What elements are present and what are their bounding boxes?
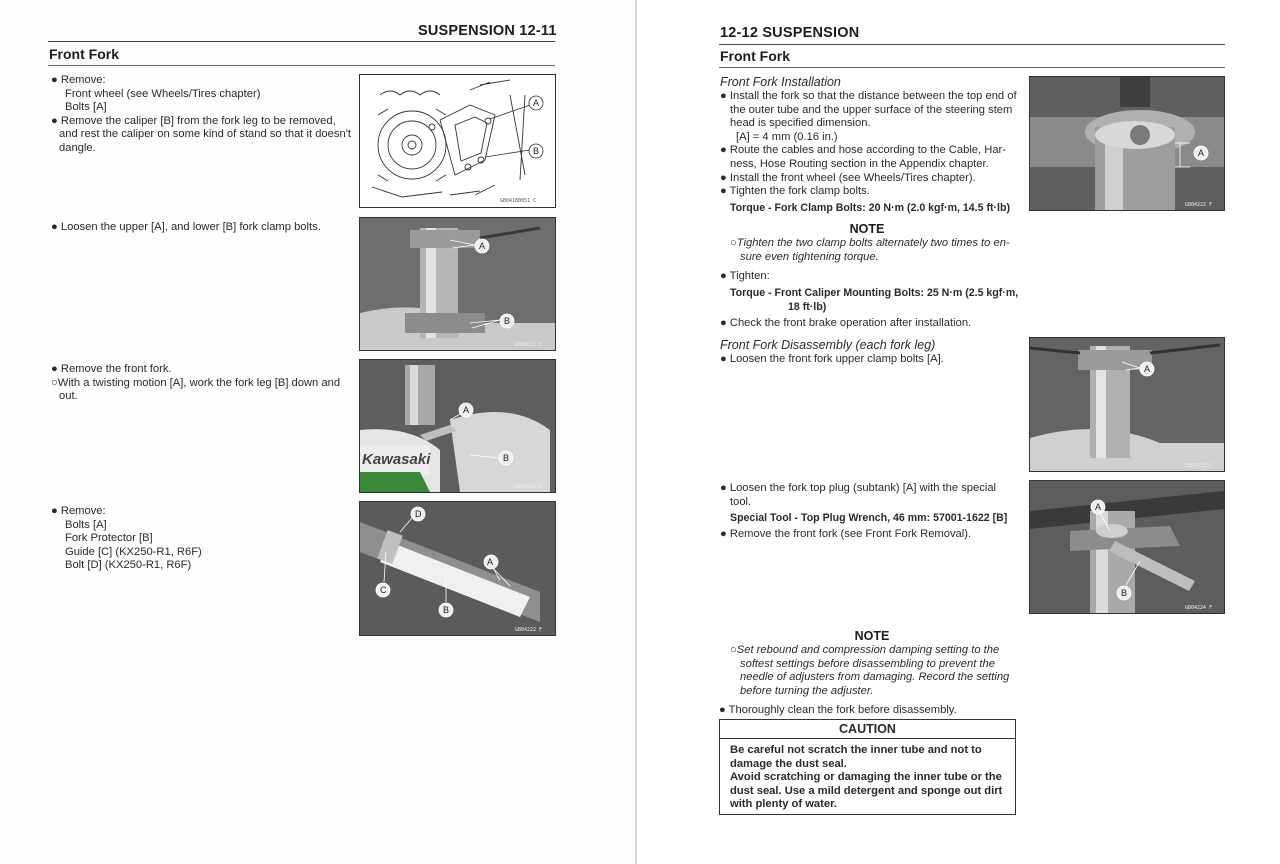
svg-text:B: B bbox=[443, 605, 450, 615]
svg-text:B: B bbox=[503, 453, 510, 463]
figure-fork-protector-photo bbox=[359, 501, 556, 636]
step-remove-caliper: ● Remove: Front wheel (see Wheels/Tires chapter) Bolts [A] ● Remove the caliper [B] from the fork leg to be removed, and rest the caliper on some kind of stand so that it doesn't dangle. bbox=[51, 74, 351, 154]
figure-fork-clamp-photo bbox=[359, 217, 556, 351]
right-section-title: Front Fork bbox=[720, 48, 790, 64]
installation-steps: ● Install the fork so that the distance between the top end of the outer tube and the upper surface of the steering stem head is specified dimension. [A] = 4 mm (0.16 in.) ● Route the cables and hose according to the Cable, Har- ness, Hose Routing section in the Appendix chapter. ● Install the front wheel (see Wheels/Tires chapter). ● Tighten the fork clamp bolts. bbox=[720, 90, 1017, 198]
torque-fork-clamp: Torque - Fork Clamp Bolts: 20 N·m (2.0 kgf·m, 14.5 ft·lb) bbox=[730, 202, 1010, 214]
step-remove-front-fork: ● Remove the front fork. ○With a twisting motion [A], work the fork leg [B] down and out. bbox=[51, 363, 341, 403]
note-tighten-alternately: ○Tighten the two clamp bolts alternately two times to en- sure even tightening torque. bbox=[730, 237, 1010, 263]
special-tool-spec: Special Tool - Top Plug Wrench, 46 mm: 57001-1622 [B] bbox=[730, 512, 1008, 524]
figure-caliper-drawing bbox=[359, 74, 556, 208]
callout-a: A bbox=[533, 98, 540, 108]
svg-text:GB04213 F: GB04213 F bbox=[1185, 463, 1213, 469]
figure-fork-height-photo bbox=[1029, 76, 1225, 211]
right-page-header: 12-12 SUSPENSION bbox=[720, 25, 860, 41]
tighten-step: ● Tighten: bbox=[720, 270, 770, 282]
svg-text:D: D bbox=[415, 509, 422, 519]
check-brake-step: ● Check the front brake operation after installation. bbox=[720, 317, 972, 329]
callout-b: B bbox=[533, 146, 540, 156]
caution-heading: CAUTION bbox=[720, 720, 1015, 739]
header-rule bbox=[719, 44, 1225, 45]
caution-box bbox=[719, 719, 1016, 815]
figure-fork-removal-photo bbox=[359, 359, 556, 493]
figure-top-plug-wrench-photo bbox=[1029, 480, 1225, 614]
svg-text:A: A bbox=[1144, 364, 1151, 374]
loosen-top-plug-step: ● Loosen the fork top plug (subtank) [A] with the special tool. bbox=[720, 482, 997, 508]
header-rule bbox=[48, 41, 555, 42]
step-remove-bolts-protector: ● Remove: Bolts [A] Fork Protector [B] Guide [C] (KX250-R1, R6F) Bolt [D] (KX250-R1, R6F) bbox=[51, 505, 202, 572]
svg-text:C: C bbox=[380, 585, 387, 595]
svg-text:A: A bbox=[1198, 148, 1205, 158]
svg-text:A: A bbox=[463, 405, 470, 415]
section-rule bbox=[48, 65, 555, 66]
left-page-header: SUSPENSION 12-11 bbox=[418, 23, 557, 39]
section-rule bbox=[719, 67, 1225, 68]
svg-text:GB04224 F: GB04224 F bbox=[1185, 605, 1213, 611]
torque-caliper-bolts: Torque - Front Caliper Mounting Bolts: 25 N·m (2.5 kgf·m, 18 ft·lb) bbox=[730, 287, 1019, 313]
svg-text:A: A bbox=[1095, 502, 1102, 512]
caution-body: Be careful not scratch the inner tube and not to damage the dust seal. Avoid scratching or damaging the inner tube or the dust seal. Use a mild detergent and sponge out dirt with plenty of water. bbox=[730, 744, 1003, 811]
svg-text:B: B bbox=[1121, 588, 1128, 598]
installation-subtitle: Front Fork Installation bbox=[720, 75, 841, 89]
svg-text:A: A bbox=[487, 557, 494, 567]
svg-text:GB04211 F: GB04211 F bbox=[515, 342, 543, 348]
note-heading-1: NOTE bbox=[849, 222, 885, 236]
svg-text:A: A bbox=[479, 241, 486, 251]
disassembly-subtitle: Front Fork Disassembly (each fork leg) bbox=[720, 338, 936, 352]
left-page bbox=[0, 0, 636, 864]
note-damping-setting: ○Set rebound and compression damping setting to the softest settings before disassembling to prevent the needle of adjusters from damaging. Record the setting before turning the adjuster. bbox=[730, 644, 1010, 697]
figure-upper-clamp-photo bbox=[1029, 337, 1225, 472]
svg-text:B: B bbox=[504, 316, 511, 326]
kawasaki-logo-text: Kawasaki bbox=[362, 451, 431, 468]
svg-text:GB04222 F: GB04222 F bbox=[515, 627, 543, 633]
svg-text:GB04222 F: GB04222 F bbox=[1185, 202, 1213, 208]
left-section-title: Front Fork bbox=[49, 46, 119, 62]
loosen-upper-clamp-step: ● Loosen the front fork upper clamp bolts [A]. bbox=[720, 353, 944, 365]
figure-code: GB04180051 C bbox=[500, 198, 537, 204]
right-page bbox=[637, 0, 1280, 864]
svg-text:GB04212 F: GB04212 F bbox=[515, 484, 543, 490]
remove-front-fork-step: ● Remove the front fork (see Front Fork Removal). bbox=[720, 528, 972, 540]
step-loosen-clamp-bolts: ● Loosen the upper [A], and lower [B] fork clamp bolts. bbox=[51, 221, 321, 233]
clean-fork-step: ● Thoroughly clean the fork before disassembly. bbox=[719, 704, 957, 716]
note-heading-2: NOTE bbox=[854, 629, 890, 643]
